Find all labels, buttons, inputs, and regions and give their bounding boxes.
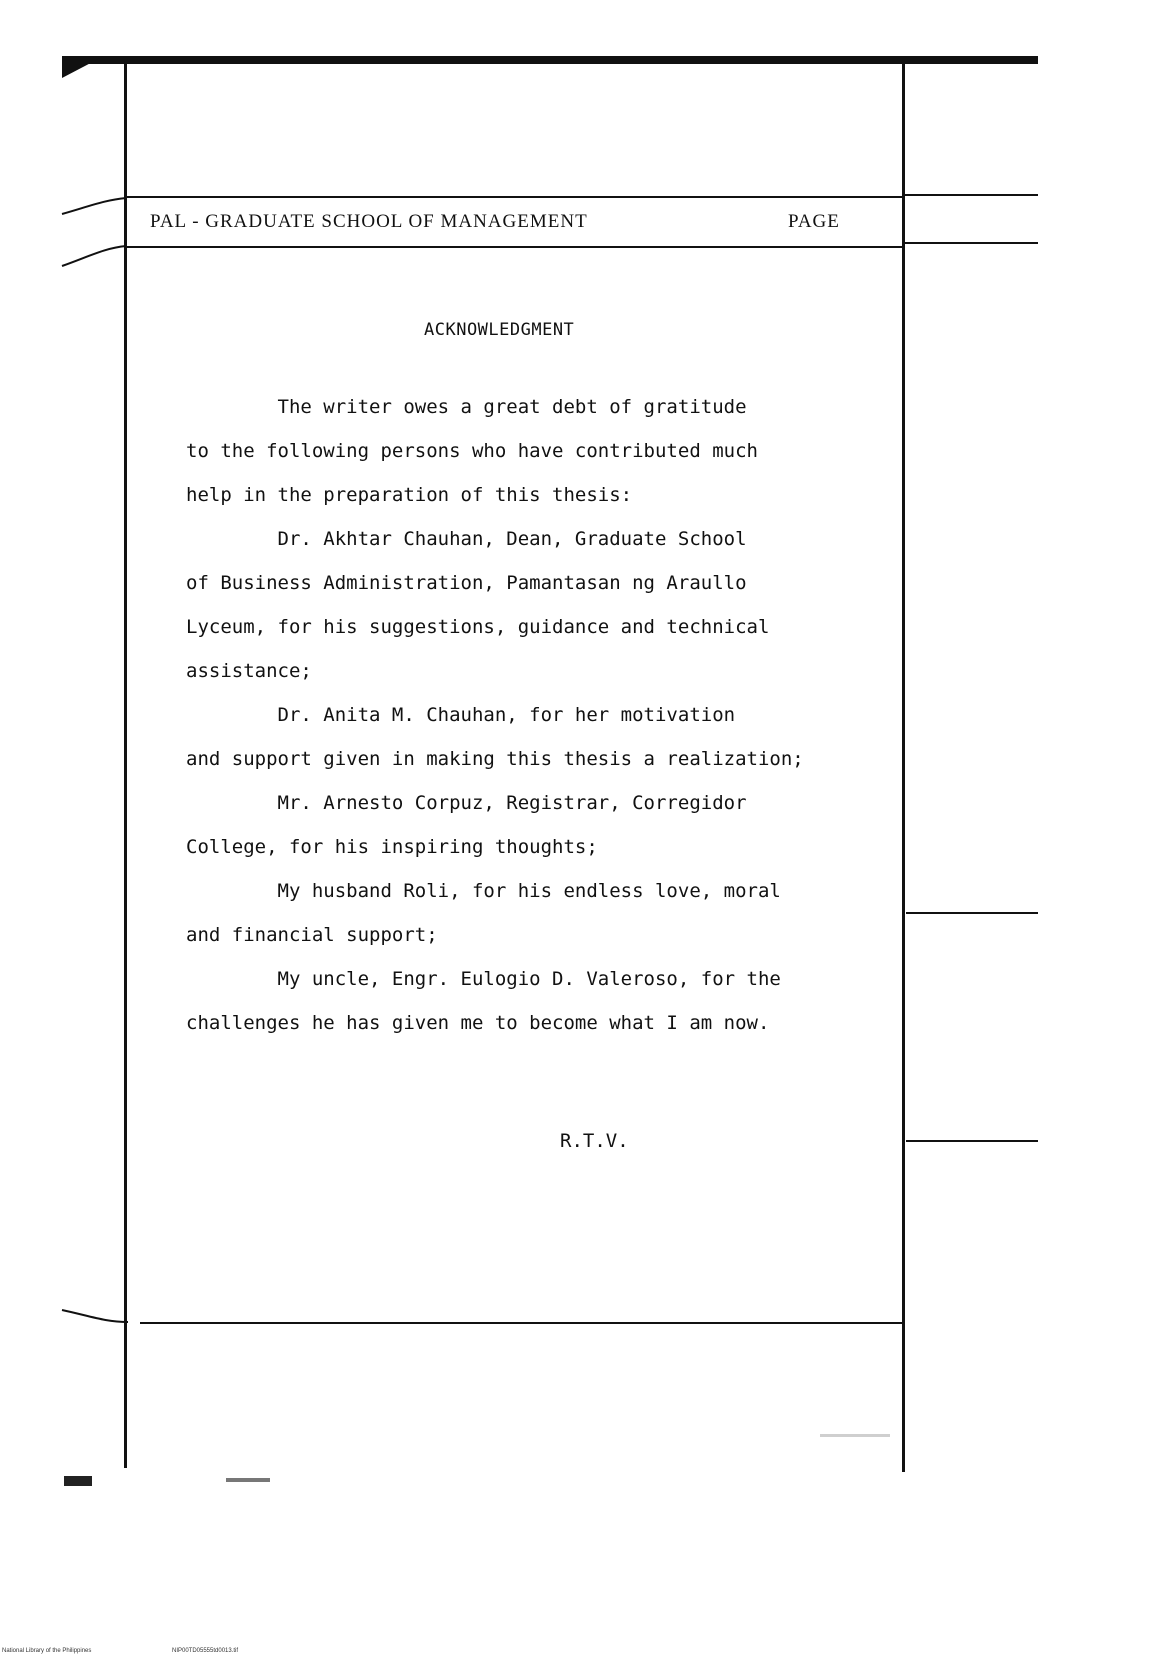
right-rule-2 [904, 242, 1038, 244]
body-line: Lyceum, for his suggestions, guidance and technical [186, 616, 770, 638]
corner-tab-top [62, 56, 104, 80]
body-line: and financial support; [186, 924, 438, 946]
body-line: Mr. Arnesto Corpuz, Registrar, Corregidor [186, 792, 747, 814]
body-line: College, for his inspiring thoughts; [186, 836, 598, 858]
body-line: challenges he has given me to become what I am now. [186, 1012, 770, 1034]
header-page-label: PAGE [788, 211, 840, 232]
acknowledgment-body [186, 396, 804, 1056]
right-rule-3 [906, 912, 1038, 914]
footer-file: NIP00TD05555td0013.tif [172, 1648, 239, 1654]
top-border [64, 56, 1038, 64]
scan-speck [226, 1478, 270, 1482]
body-line: Dr. Anita M. Chauhan, for her motivation [186, 704, 736, 726]
signature-initials: R.T.V. [560, 1130, 629, 1152]
body-line: My uncle, Engr. Eulogio D. Valeroso, for the [186, 968, 781, 990]
right-margin-line [902, 62, 905, 1472]
scan-speck [64, 1476, 92, 1486]
scan-speck [820, 1434, 890, 1437]
right-rule-1 [904, 194, 1038, 196]
left-tick-marks [60, 190, 130, 1340]
body-line: assistance; [186, 660, 312, 682]
footer-rule [140, 1322, 902, 1324]
body-line: to the following persons who have contributed much [186, 440, 758, 462]
page-title: ACKNOWLEDGMENT [424, 320, 575, 340]
header-school-name: PAL - GRADUATE SCHOOL OF MANAGEMENT [150, 211, 588, 232]
body-line: of Business Administration, Pamantasan ng Araullo [186, 572, 747, 594]
right-rule-4 [906, 1140, 1038, 1142]
header-rule-bottom [126, 246, 902, 248]
body-line: My husband Roli, for his endless love, moral [186, 880, 781, 902]
body-line: and support given in making this thesis a realization; [186, 748, 804, 770]
body-line: help in the preparation of this thesis: [186, 484, 633, 506]
header-rule-top [126, 196, 902, 198]
body-line: Dr. Akhtar Chauhan, Dean, Graduate School [186, 528, 747, 550]
footer-source: National Library of the Philippines [2, 1648, 92, 1654]
body-line: The writer owes a great debt of gratitude [186, 396, 747, 418]
